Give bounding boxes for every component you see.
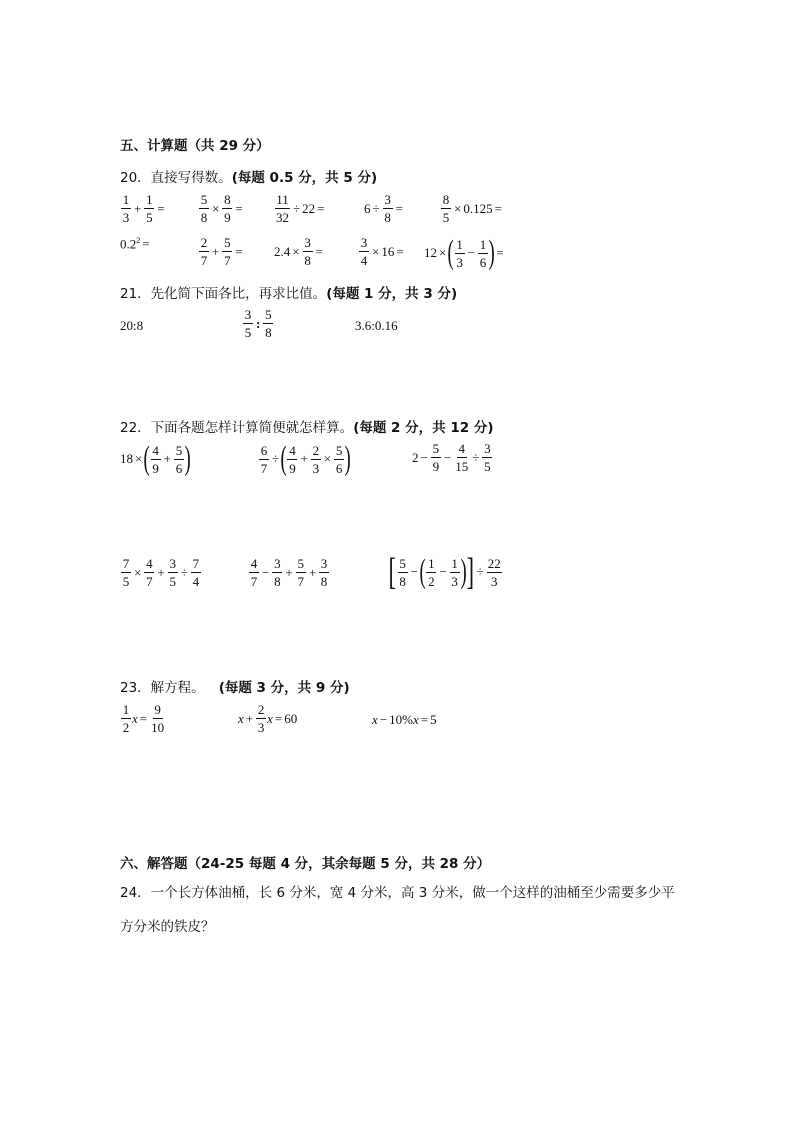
q22-item-6: [ $\frac{5}{8}$ − ( $\frac{1}{2}$ − $\frac{1}{3}$ ) ] ÷ $\frac{22}{3}$ <box>388 551 501 593</box>
q21-text: 21．先化简下面各比，再求比值。 <box>120 286 327 302</box>
q20-item-6: $0.2^2$ = <box>120 236 150 252</box>
q22-item-1: 18 × ( $\frac{4}{9}$ + $\frac{5}{6}$ ) <box>120 440 191 477</box>
q20-item-3: $\frac{11}{32}$ ÷ 22 = <box>276 192 325 225</box>
q22-item-5: $\frac{4}{7}$ − $\frac{3}{8}$ + $\frac{5}{7}$ + $\frac{3}{8}$ <box>250 556 328 589</box>
q23-prompt <box>120 676 350 696</box>
q20-item-8: 2.4 × $\frac{3}{8}$ = <box>274 235 323 268</box>
section-5-title: 五、计算题（共 29 分） <box>120 138 270 154</box>
q20-item-5: $\frac{8}{5}$ × 0.125 = <box>442 192 502 225</box>
q22-prompt <box>120 416 494 436</box>
q21-item-1: 20:8 <box>120 318 144 333</box>
q23-points: (每题 3 分，共 9 分) <box>218 680 350 696</box>
q20-points: (每题 0.5 分，共 5 分) <box>231 170 378 186</box>
q22-item-3: 2 − $\frac{5}{9}$ − $\frac{4}{15}$ ÷ $\frac{3}{5}$ <box>412 441 491 474</box>
q20-item-1: $\frac{1}{3}$ + $\frac{1}{5}$ = <box>122 192 165 225</box>
section-6-title: 六、解答题（24-25 每题 4 分，其余每题 5 分，共 28 分） <box>120 856 491 872</box>
q20-item-2: $\frac{5}{8}$ × $\frac{8}{9}$ = <box>200 192 243 225</box>
q24-text: 24．一个长方体油桶，长 6 分米，宽 4 分米，高 3 分米，做一个这样的油桶至少需要多少平方分米的铁皮？ <box>120 885 675 935</box>
q21-prompt <box>120 282 457 302</box>
q20-prompt <box>120 166 377 186</box>
q21-item-3: 3.6:0.16 <box>355 318 398 333</box>
q22-points: (每题 2 分，共 12 分) <box>353 420 494 436</box>
q22-item-4: $\frac{7}{5}$ × $\frac{4}{7}$ + $\frac{3}{5}$ ÷ $\frac{7}{4}$ <box>122 556 200 589</box>
q23-item-3: x − 10% x = 5 <box>372 712 437 727</box>
q23-text: 23．解方程。 <box>120 680 205 696</box>
q22-text: 22．下面各题怎样计算简便就怎样算。 <box>120 420 354 436</box>
q20-text: 20．直接写得数。 <box>120 170 232 186</box>
q23-item-1: $\frac{1}{2}$ x = $\frac{9}{10}$ <box>122 702 165 735</box>
q22-item-2: $\frac{6}{7}$ ÷ ( $\frac{4}{9}$ + $\frac{2}{3}$ × $\frac{5}{6}$ ) <box>260 440 351 477</box>
q23-item-2: x + $\frac{2}{3}$ x = 60 <box>238 702 298 735</box>
q21-points: (每题 1 分，共 3 分) <box>326 286 458 302</box>
q20-item-10: 12 × ( $\frac{1}{3}$ − $\frac{1}{6}$ ) = <box>424 234 504 271</box>
q20-item-4: 6 ÷ $\frac{3}{8}$ = <box>364 192 403 225</box>
q21-item-2: $\frac{3}{5}$ : $\frac{5}{8}$ <box>244 307 272 340</box>
q20-item-7: $\frac{2}{7}$ + $\frac{5}{7}$ = <box>200 235 243 268</box>
q20-item-9: $\frac{3}{4}$ × 16 = <box>360 235 404 268</box>
